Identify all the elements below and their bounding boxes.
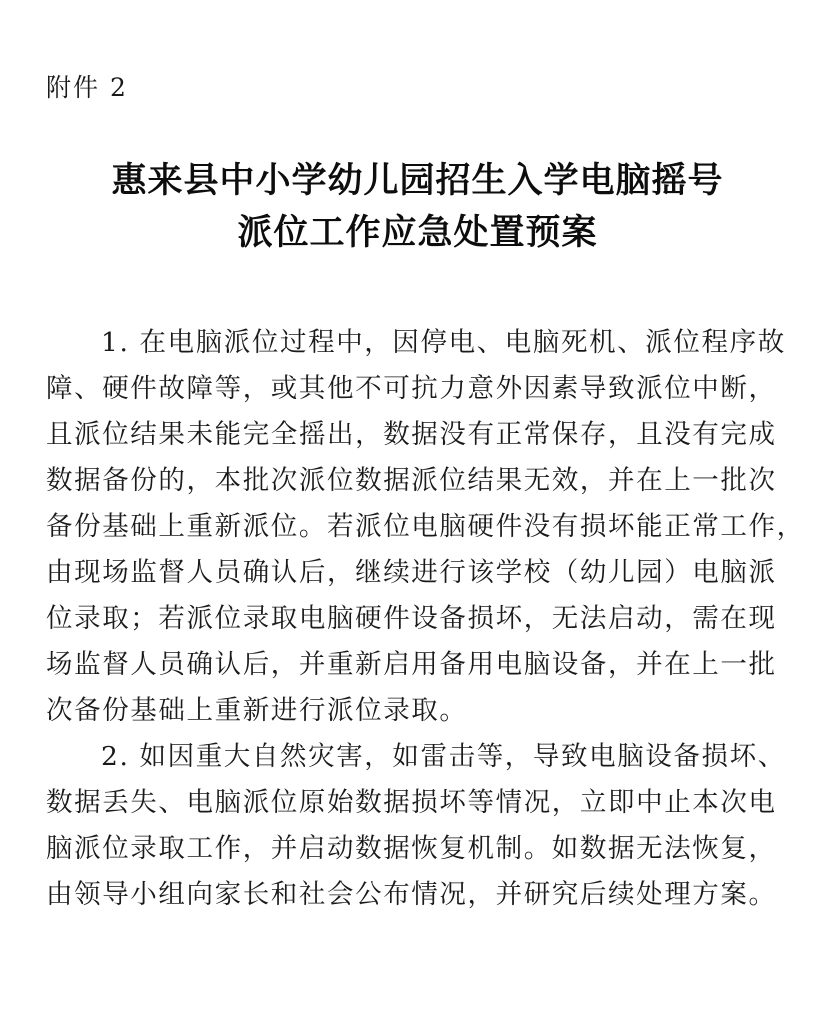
paragraph-2: [46, 734, 801, 918]
paragraph-line: 由现场监督人员确认后，继续进行该学校（幼儿园）电脑派: [46, 557, 777, 588]
paragraph-line: 1. 在电脑派位过程中，因停电、电脑死机、派位程序故: [101, 327, 786, 358]
paragraph-line: 数据丢失、电脑派位原始数据损坏等情况，立即中止本次电: [46, 787, 777, 818]
paragraph-1: [46, 320, 805, 734]
title-line-2: 派位工作应急处置预案: [237, 213, 598, 253]
title-line-1: 惠来县中小学幼儿园招生入学电脑摇号: [111, 161, 724, 201]
paragraph-line: 且派位结果未能完全摇出，数据没有正常保存，且没有完成: [46, 419, 777, 450]
paragraph-line: 由领导小组向家长和社会公布情况，并研究后续处理方案。: [46, 879, 777, 910]
attachment-label: 附件 2: [46, 73, 128, 102]
paragraph-line: 2. 如因重大自然灾害，如雷击等，导致电脑设备损坏、: [101, 741, 786, 772]
paragraph-line: 场监督人员确认后，并重新启用备用电脑设备，并在上一批: [46, 649, 777, 680]
paragraph-line: 位录取；若派位录取电脑硬件设备损坏，无法启动，需在现: [46, 603, 777, 634]
paragraph-line: 次备份基础上重新进行派位录取。: [46, 695, 468, 726]
document-body: [46, 320, 805, 918]
paragraph-line: 障、硬件故障等，或其他不可抗力意外因素导致派位中断，: [46, 373, 777, 404]
document-title: [0, 155, 835, 259]
paragraph-line: 数据备份的，本批次派位数据派位结果无效，并在上一批次: [46, 465, 777, 496]
paragraph-line: 备份基础上重新派位。若派位电脑硬件没有损坏能正常工作，: [46, 511, 805, 542]
paragraph-line: 脑派位录取工作，并启动数据恢复机制。如数据无法恢复，: [46, 833, 777, 864]
